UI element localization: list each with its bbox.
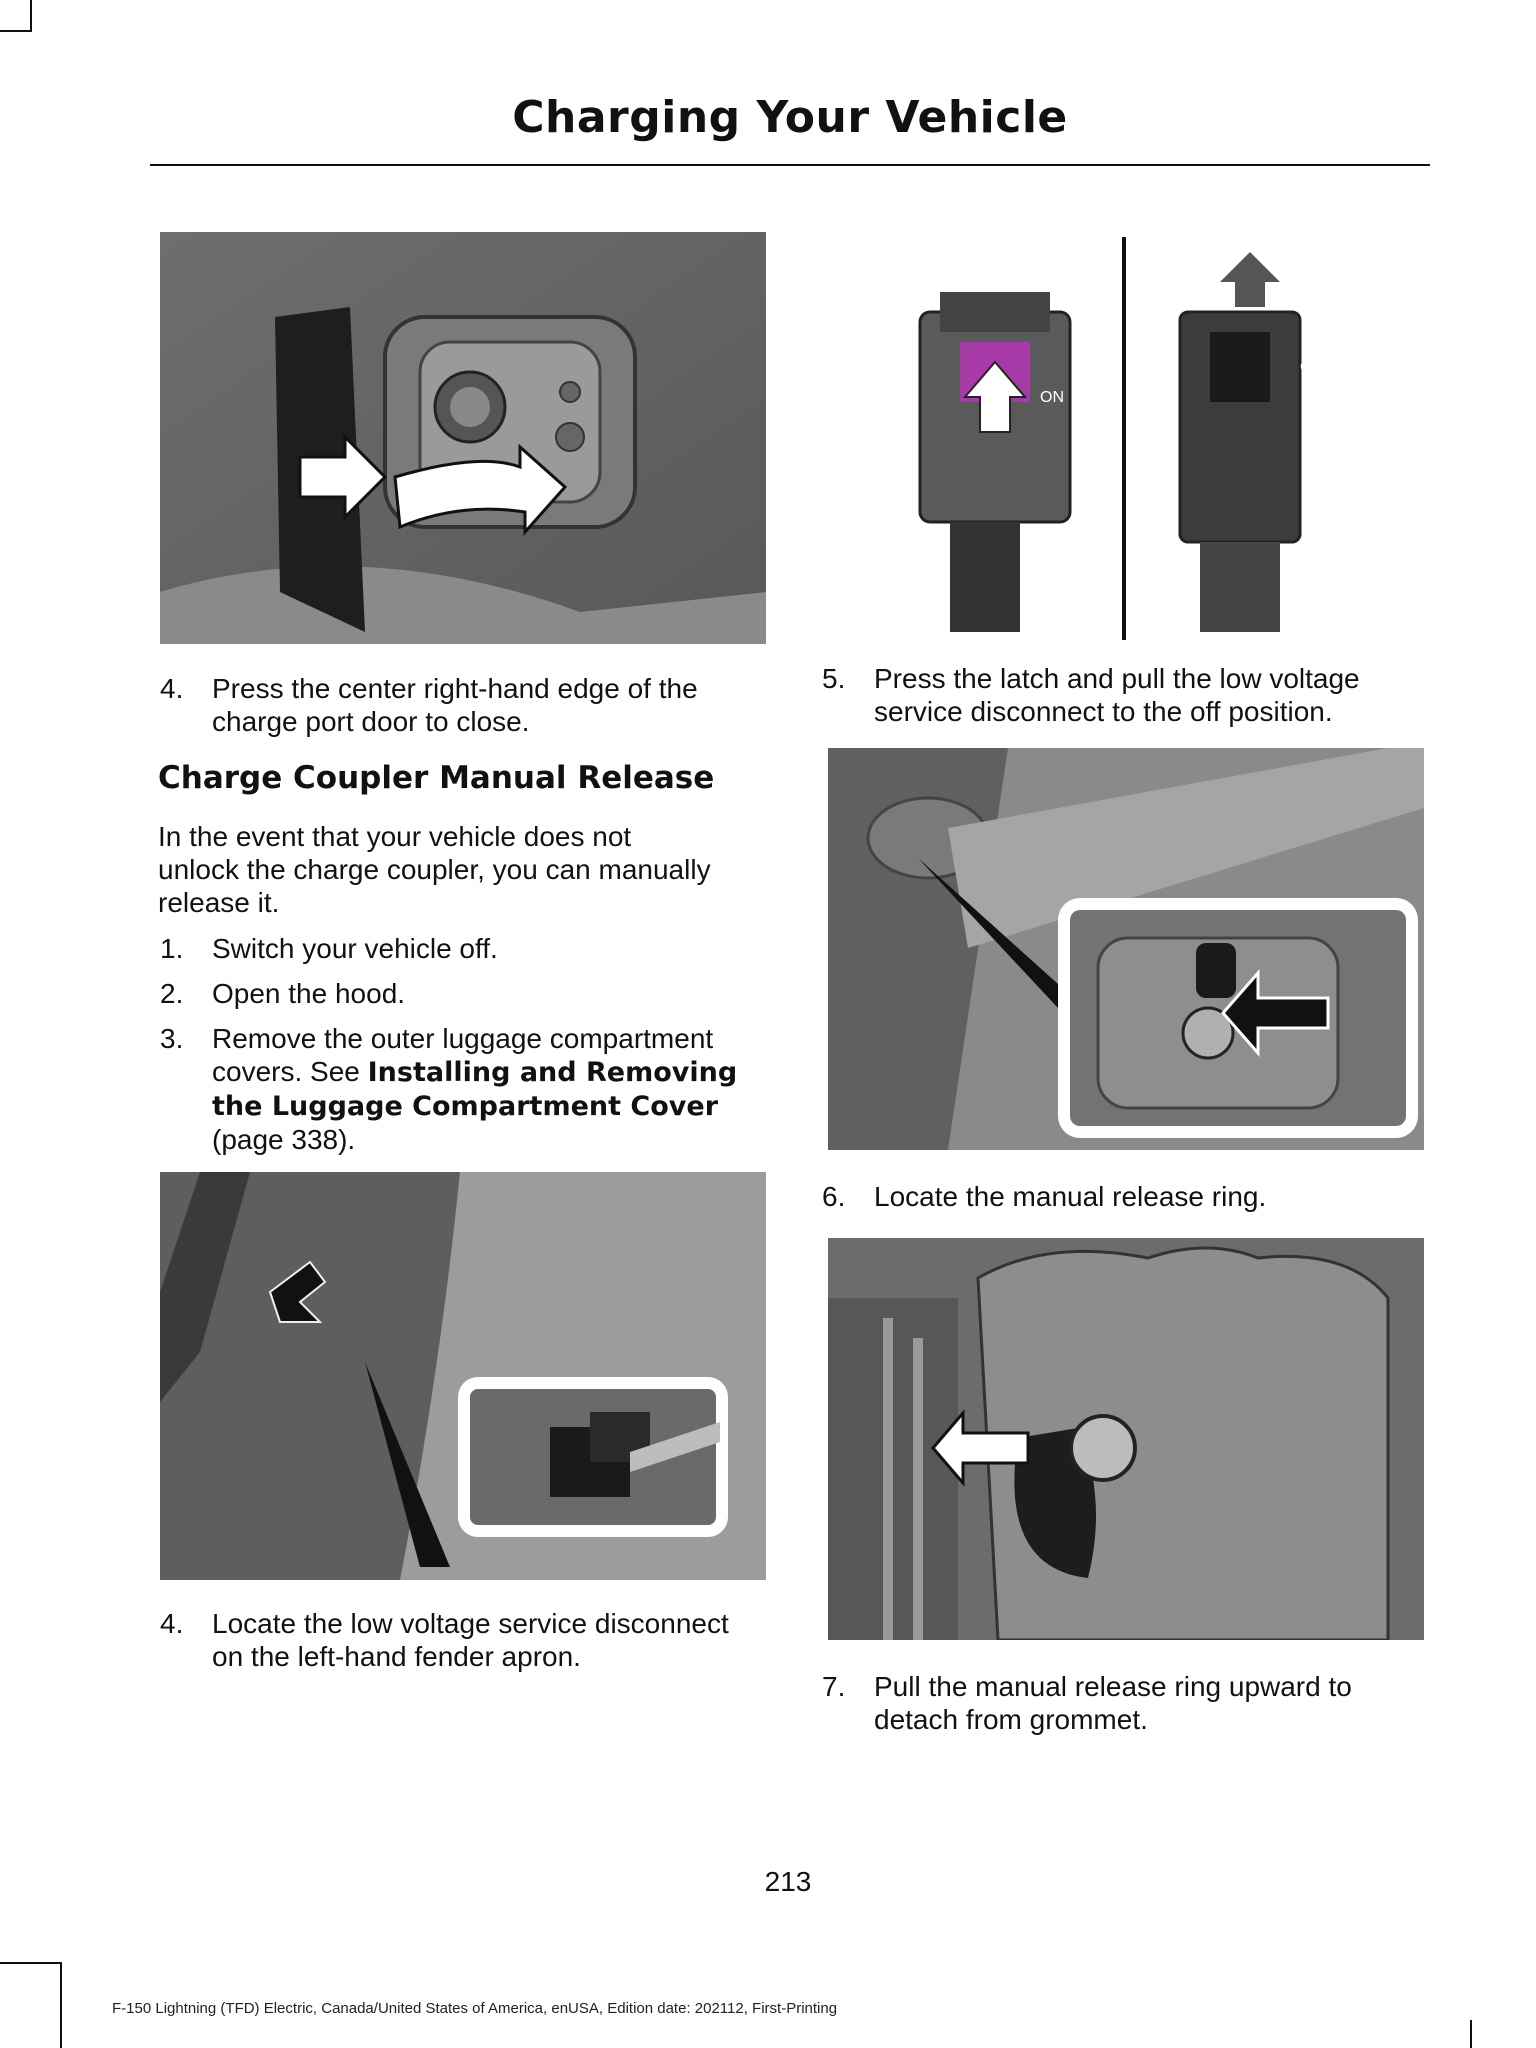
step-switch-off bbox=[160, 932, 770, 966]
step-number: 1. bbox=[160, 933, 184, 964]
pull-release-ring-image bbox=[828, 1238, 1424, 1640]
step-number: 2. bbox=[160, 978, 184, 1009]
off-label: OFF bbox=[1300, 359, 1332, 376]
crop-mark bbox=[30, 0, 32, 30]
step-text: Press the latch and pull the low voltage service disconnect to the off position. bbox=[874, 663, 1360, 727]
step-text: Switch your vehicle off. bbox=[212, 933, 498, 964]
step-text bbox=[212, 1022, 772, 1156]
crop-mark bbox=[0, 30, 32, 32]
section-heading: Charge Coupler Manual Release bbox=[158, 760, 715, 796]
step-remove-covers bbox=[160, 1022, 770, 1162]
intro-paragraph: In the event that your vehicle does not unlock the charge coupler, you can manually release it. bbox=[158, 821, 711, 918]
on-label: ON bbox=[1040, 389, 1064, 406]
step-number: 3. bbox=[160, 1023, 184, 1054]
step-text: Pull the manual release ring upward to detach from grommet. bbox=[874, 1671, 1352, 1735]
service-disconnect-image bbox=[880, 232, 1360, 644]
release-ring-location-image bbox=[828, 748, 1424, 1150]
step-number: 7. bbox=[822, 1671, 846, 1702]
step-open-hood bbox=[160, 977, 770, 1011]
step-pull-ring bbox=[822, 1670, 1432, 1740]
step-number: 6. bbox=[822, 1181, 846, 1212]
step-locate-disconnect bbox=[160, 1607, 770, 1717]
step-number: 4. bbox=[160, 673, 184, 704]
step-press-latch bbox=[822, 662, 1432, 732]
step-text: Open the hood. bbox=[212, 978, 406, 1009]
step-text: Press the center right-hand edge of the charge port door to close. bbox=[212, 673, 698, 737]
fender-apron-image bbox=[160, 1172, 766, 1580]
cross-reference-link[interactable]: Installing and Removing the Luggage Compartment Cover bbox=[212, 1057, 738, 1122]
step-text: Locate the manual release ring. bbox=[874, 1181, 1267, 1212]
step-text-before: Remove the outer luggage compartment covers. See bbox=[212, 1023, 714, 1087]
edition-footer: F-150 Lightning (TFD) Electric, Canada/United States of America, enUSA, Edition date: 202112, First-Printing bbox=[112, 2000, 838, 2017]
step-text-after: (page 338). bbox=[212, 1124, 356, 1155]
title-rule bbox=[150, 164, 1430, 166]
step-locate-ring bbox=[822, 1180, 1432, 1214]
page-number: 213 bbox=[764, 1866, 812, 1897]
page-title: Charging Your Vehicle bbox=[512, 92, 1068, 143]
step-text: Locate the low voltage service disconnect on the left-hand fender apron. bbox=[212, 1608, 729, 1672]
crop-mark bbox=[60, 1962, 62, 2048]
crop-mark bbox=[0, 1962, 62, 1964]
step-number: 5. bbox=[822, 663, 846, 694]
step-number: 4. bbox=[160, 1608, 184, 1639]
step-close-door bbox=[160, 672, 770, 742]
charge-port-door-image bbox=[160, 232, 766, 644]
crop-mark bbox=[1470, 2020, 1472, 2048]
